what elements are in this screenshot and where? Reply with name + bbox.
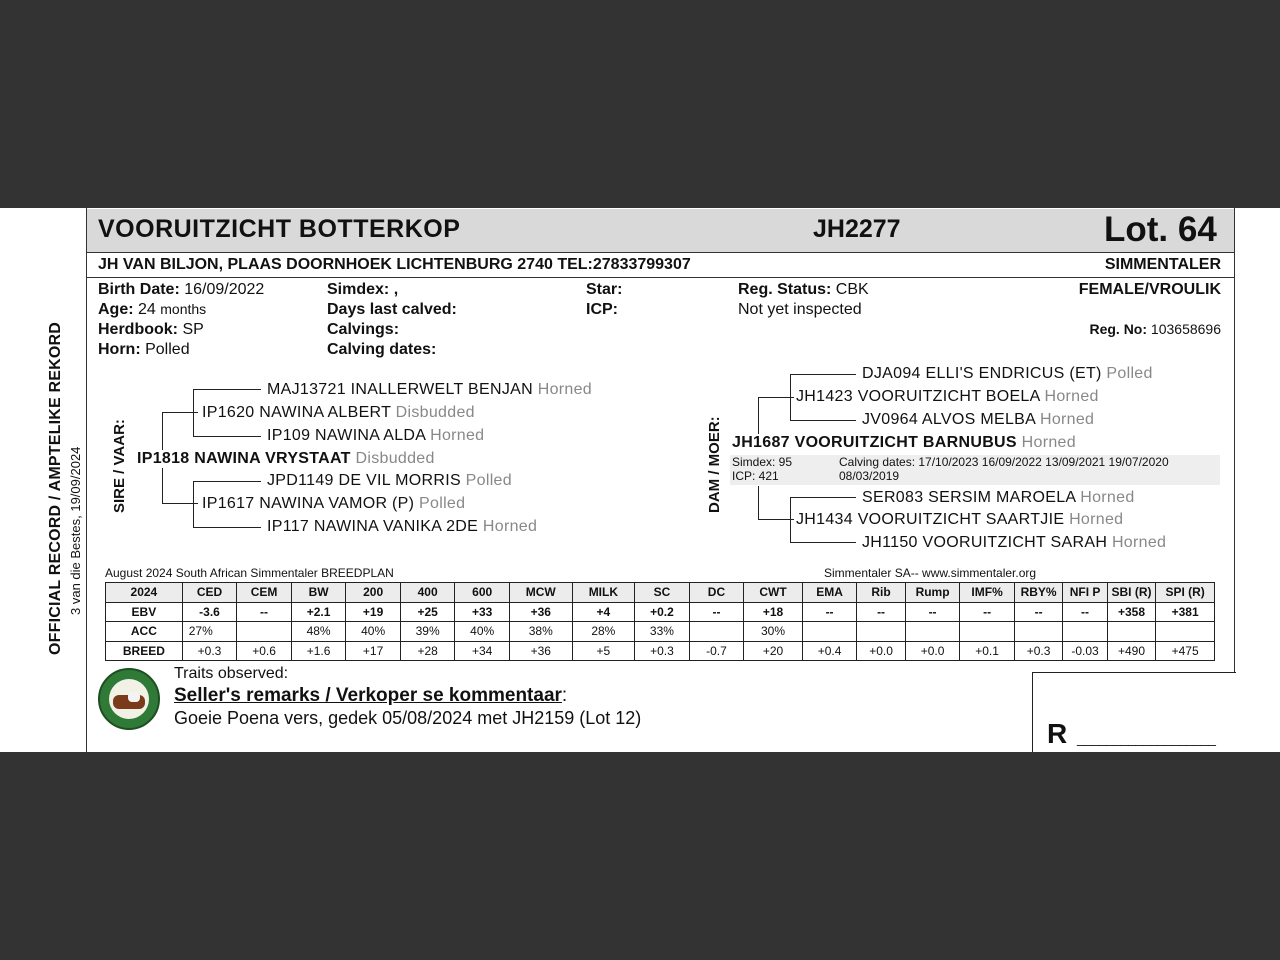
breed-cell: +1.6 <box>291 641 346 661</box>
ebv-cell: +358 <box>1107 602 1155 622</box>
breed-cell: +0.3 <box>635 641 690 661</box>
ebv-header-cell: MILK <box>572 583 635 603</box>
price-blank[interactable]: ___________________ <box>1077 730 1216 746</box>
ped-line <box>758 397 759 434</box>
breed-cell: +36 <box>509 641 572 661</box>
ebv-row <box>106 602 1215 622</box>
ebv-cell: -- <box>960 602 1015 622</box>
acc-cell: 48% <box>291 622 346 642</box>
breed-cell: +0.0 <box>857 641 905 661</box>
sire-dam-dam: IP117 NAWINA VANIKA 2DE Horned <box>267 518 538 535</box>
ebv-header-cell: 600 <box>455 583 510 603</box>
animal-name: VOORUITZICHT BOTTERKOP <box>98 215 461 243</box>
ebv-cell: -- <box>1014 602 1062 622</box>
ebv-cell: +36 <box>509 602 572 622</box>
ped-line <box>758 519 794 520</box>
dam-dam: JH1434 VOORUITZICHT SAARTJIE Horned <box>796 511 1124 528</box>
ebv-header-row <box>106 583 1215 603</box>
ped-line <box>193 389 261 390</box>
dam-sire: JH1423 VOORUITZICHT BOELA Horned <box>796 388 1099 405</box>
acc-cell <box>1014 622 1062 642</box>
ebv-cell: +0.2 <box>635 602 690 622</box>
acc-cell <box>857 622 905 642</box>
dam-simdex: Simdex: 95 <box>732 455 793 469</box>
ebv-cell: +381 <box>1156 602 1215 622</box>
ped-line <box>193 481 261 482</box>
ped-line <box>758 397 794 398</box>
calving-dates: Calving dates: <box>327 341 437 358</box>
ebv-header-cell: CWT <box>744 583 803 603</box>
inspection-status: Not yet inspected <box>738 301 862 318</box>
dam-main: JH1687 VOORUITZICHT BARNUBUS Horned <box>732 434 1076 451</box>
currency-symbol: R <box>1047 718 1068 749</box>
breed-cell: +475 <box>1156 641 1215 661</box>
cow-face-icon <box>128 692 140 702</box>
acc-cell <box>802 622 857 642</box>
ebv-cell: -3.6 <box>182 602 237 622</box>
ped-line <box>790 420 856 421</box>
ped-line <box>162 412 163 450</box>
ebv-header-cell: Rump <box>905 583 960 603</box>
ebv-cell: +33 <box>455 602 510 622</box>
acc-cell: 33% <box>635 622 690 642</box>
acc-cell <box>1107 622 1155 642</box>
days-last-calved: Days last calved: <box>327 301 457 318</box>
herdbook: Herdbook: SP <box>98 321 204 338</box>
sire-sire-sire: MAJ13721 INALLERWELT BENJAN Horned <box>267 381 593 398</box>
ped-line <box>162 468 163 504</box>
simdex: Simdex: , <box>327 281 399 298</box>
sire-dam: IP1617 NAWINA VAMOR (P) Polled <box>202 495 466 512</box>
official-record-label: OFFICIAL RECORD / AMPTELIKE REKORD <box>47 321 64 655</box>
acc-cell <box>237 622 292 642</box>
ped-line <box>790 497 856 498</box>
seller-remarks-heading: Seller's remarks / Verkoper se kommentaar: <box>174 685 568 706</box>
ebv-cell: -- <box>237 602 292 622</box>
reg-no: Reg. No: 103658696 <box>1089 321 1221 337</box>
ebv-cell: EBV <box>106 602 183 622</box>
breed-cell: +0.6 <box>237 641 292 661</box>
breed-cell: +5 <box>572 641 635 661</box>
breed-cell: +490 <box>1107 641 1155 661</box>
ebv-header-cell: 400 <box>400 583 455 603</box>
acc-cell <box>1063 622 1107 642</box>
ped-line <box>162 412 198 413</box>
breeder-details: JH VAN BILJON, PLAAS DOORNHOEK LICHTENBURG 2740 TEL:27833799307 <box>98 256 691 273</box>
breed-row <box>106 641 1215 661</box>
ebv-header-cell: SPI (R) <box>1156 583 1215 603</box>
acc-cell: 27% <box>182 622 237 642</box>
reg-status: Reg. Status: CBK <box>738 281 869 298</box>
breed-cell: BREED <box>106 641 183 661</box>
sex: FEMALE/VROULIK <box>1078 281 1221 298</box>
ped-line <box>193 527 261 528</box>
ebv-header-cell: 200 <box>346 583 401 603</box>
ped-line <box>758 486 759 520</box>
ebv-cell: +4 <box>572 602 635 622</box>
dam-sire-dam: JV0964 ALVOS MELBA Horned <box>862 411 1095 428</box>
dam-dam-sire: SER083 SERSIM MAROELA Horned <box>862 489 1135 506</box>
sire-dam-sire: JPD1149 DE VIL MORRIS Polled <box>267 472 512 489</box>
star: Star: <box>586 281 623 298</box>
lot-number: Lot. 64 <box>1104 210 1217 249</box>
sale-subtitle: 3 van die Bestes, 19/09/2024 <box>68 446 83 615</box>
acc-cell: 40% <box>455 622 510 642</box>
seller-remarks-text: Goeie Poena vers, gedek 05/08/2024 met JH2159 (Lot 12) <box>174 708 642 728</box>
breed-cell: +34 <box>455 641 510 661</box>
acc-row <box>106 622 1215 642</box>
breedplan-source: August 2024 South African Simmentaler BREEDPLAN <box>105 566 394 580</box>
dam-calving-dates-2: 08/03/2019 <box>839 469 900 483</box>
ped-line <box>193 389 194 437</box>
acc-cell: 39% <box>400 622 455 642</box>
ebv-cell: +2.1 <box>291 602 346 622</box>
sire-label: SIRE / VAAR: <box>111 419 128 513</box>
ebv-header-cell: SC <box>635 583 690 603</box>
ebv-header-cell: SBI (R) <box>1107 583 1155 603</box>
sire-main: IP1818 NAWINA VRYSTAAT Disbudded <box>137 450 435 467</box>
breed-cell: +20 <box>744 641 803 661</box>
ebv-cell: -- <box>1063 602 1107 622</box>
ebv-cell: -- <box>802 602 857 622</box>
breed-name: SIMMENTALER <box>1104 256 1221 273</box>
acc-cell: 28% <box>572 622 635 642</box>
acc-cell: 40% <box>346 622 401 642</box>
sire-sire-dam: IP109 NAWINA ALDA Horned <box>267 427 485 444</box>
acc-cell: 30% <box>744 622 803 642</box>
acc-cell <box>905 622 960 642</box>
dam-icp: ICP: 421 <box>732 469 779 483</box>
dam-calving-dates: Calving dates: 17/10/2023 16/09/2022 13/09/2021 19/07/2020 <box>839 455 1169 469</box>
age: Age: 24 months <box>98 301 207 318</box>
breed-cell: +28 <box>400 641 455 661</box>
dam-label: DAM / MOER: <box>706 416 723 513</box>
ebv-header-cell: CEM <box>237 583 292 603</box>
dam-sire-sire: DJA094 ELLI'S ENDRICUS (ET) Polled <box>862 365 1153 382</box>
breed-cell: +0.4 <box>802 641 857 661</box>
breed-cell: +17 <box>346 641 401 661</box>
ebv-header-cell: IMF% <box>960 583 1015 603</box>
acc-cell <box>689 622 744 642</box>
ebv-header-cell: DC <box>689 583 744 603</box>
ebv-header-cell: NFI P <box>1063 583 1107 603</box>
dam-dam-dam: JH1150 VOORUITZICHT SARAH Horned <box>862 534 1167 551</box>
breed-cell: +0.3 <box>1014 641 1062 661</box>
ebv-cell: +19 <box>346 602 401 622</box>
ebv-header-cell: BW <box>291 583 346 603</box>
calvings: Calvings: <box>327 321 400 338</box>
acc-cell: 38% <box>509 622 572 642</box>
ebv-cell: -- <box>689 602 744 622</box>
breed-cell: +0.3 <box>182 641 237 661</box>
ebv-header-cell: MCW <box>509 583 572 603</box>
ped-line <box>790 374 856 375</box>
ebv-header-cell: CED <box>182 583 237 603</box>
ebv-header-cell: 2024 <box>106 583 183 603</box>
society-link[interactable]: Simmentaler SA-- www.simmentaler.org <box>824 566 1037 580</box>
breed-cell: +0.0 <box>905 641 960 661</box>
ebv-cell: +25 <box>400 602 455 622</box>
acc-cell: ACC <box>106 622 183 642</box>
ebv-cell: -- <box>857 602 905 622</box>
ped-line <box>193 481 194 528</box>
breed-cell: -0.7 <box>689 641 744 661</box>
ebv-table <box>105 582 1215 661</box>
birth-date: Birth Date: 16/09/2022 <box>98 281 265 298</box>
animal-reg-id: JH2277 <box>813 215 901 243</box>
ped-line <box>193 436 261 437</box>
ebv-header-cell: Rib <box>857 583 905 603</box>
icp: ICP: <box>586 301 618 318</box>
ebv-header-cell: RBY% <box>1014 583 1062 603</box>
traits-observed: Traits observed: <box>174 665 289 682</box>
ebv-header-cell: EMA <box>802 583 857 603</box>
breed-cell: +0.1 <box>960 641 1015 661</box>
ped-line <box>790 497 791 543</box>
ebv-cell: +18 <box>744 602 803 622</box>
acc-cell <box>1156 622 1215 642</box>
sire-sire: IP1620 NAWINA ALBERT Disbudded <box>202 404 475 421</box>
ped-line <box>790 542 856 543</box>
simmentaler-logo <box>98 668 160 730</box>
ebv-cell: -- <box>905 602 960 622</box>
horn-status: Horn: Polled <box>98 341 190 358</box>
acc-cell <box>960 622 1015 642</box>
breed-cell: -0.03 <box>1063 641 1107 661</box>
